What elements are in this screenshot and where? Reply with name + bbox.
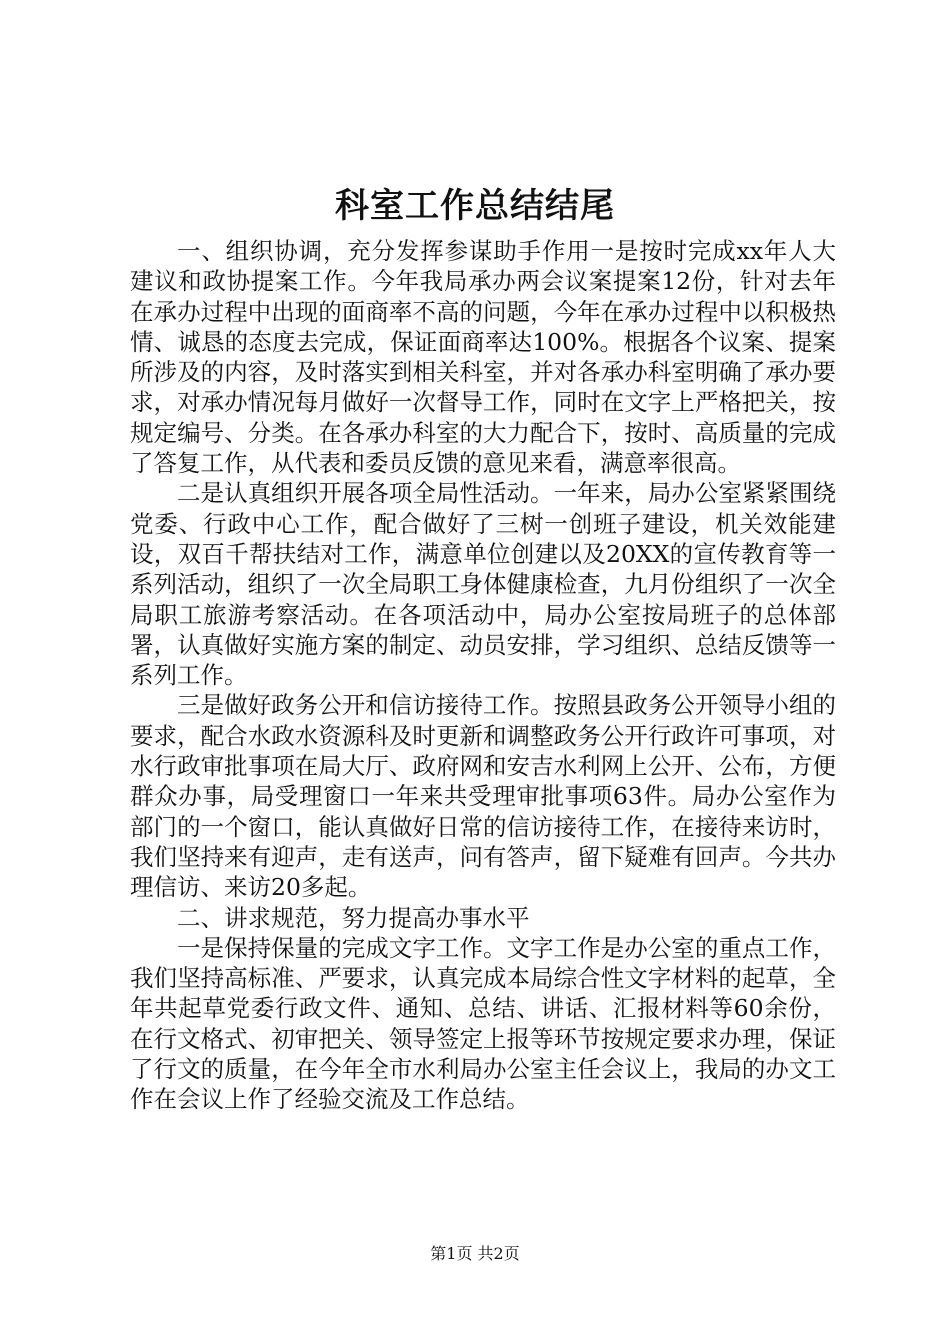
document-body [130,236,836,1115]
paragraph-3: 三是做好政务公开和信访接待工作。按照县政务公开领导小组的要求，配合水政水资源科及时更新和调整政务公开行政许可事项，对水行政审批事项在局大厅、政府网和安吉水利网上公开、公布，方便群众办事，局受理窗口一年来共受理审批事项63件。局办公室作为部门的一个窗口，能认真做好日常的信访接待工作，在接待来访时，我们坚持来有迎声，走有送声，问有答声，留下疑难有回声。今共办理信访、来访20多起。 [130,691,836,902]
paragraph-4: 一是保持保量的完成文字工作。文字工作是办公室的重点工作，我们坚持高标准、严要求，认真完成本局综合性文字材料的起草，全年共起草党委行政文件、通知、总结、讲话、汇报材料等60余份，在行文格式、初审把关、领导签定上报等环节按规定要求办理，保证了行文的质量，在今年全市水利局办公室主任会议上，我局的办文工作在会议上作了经验交流及工作总结。 [130,933,836,1114]
section-heading-2: 二、讲求规范，努力提高办事水平 [177,903,530,932]
paragraph-2: 二是认真组织开展各项全局性活动。一年来，局办公室紧紧围绕党委、行政中心工作，配合做好了三树一创班子建设，机关效能建设，双百千帮扶结对工作，满意单位创建以及20XX的宣传教育等一系列活动，组织了一次全局职工身体健康检查，九月份组织了一次全局职工旅游考察活动。在各项活动中，局办公室按局班子的总体部署，认真做好实施方案的制定、动员安排，学习组织、总结反馈等一系列工作。 [130,479,836,690]
document-title: 科室工作总结结尾 [335,186,615,226]
paragraph-1: 一、组织协调，充分发挥参谋助手作用一是按时完成xx年人大建议和政协提案工作。今年我局承办两会议案提案12份，针对去年在承办过程中出现的面商率不高的问题，今年在承办过程中以积极热情、诚恳的态度去完成，保证面商率达100%。根据各个议案、提案所涉及的内容，及时落实到相关科室，并对各承办科室明确了承办要求，对承办情况每月做好一次督导工作，同时在文字上严格把关，按规定编号、分类。在各承办科室的大力配合下，按时、高质量的完成了答复工作，从代表和委员反馈的意见来看，满意率很高。 [130,237,836,478]
page-number-footer: 第1页 共2页 [430,1244,520,1263]
